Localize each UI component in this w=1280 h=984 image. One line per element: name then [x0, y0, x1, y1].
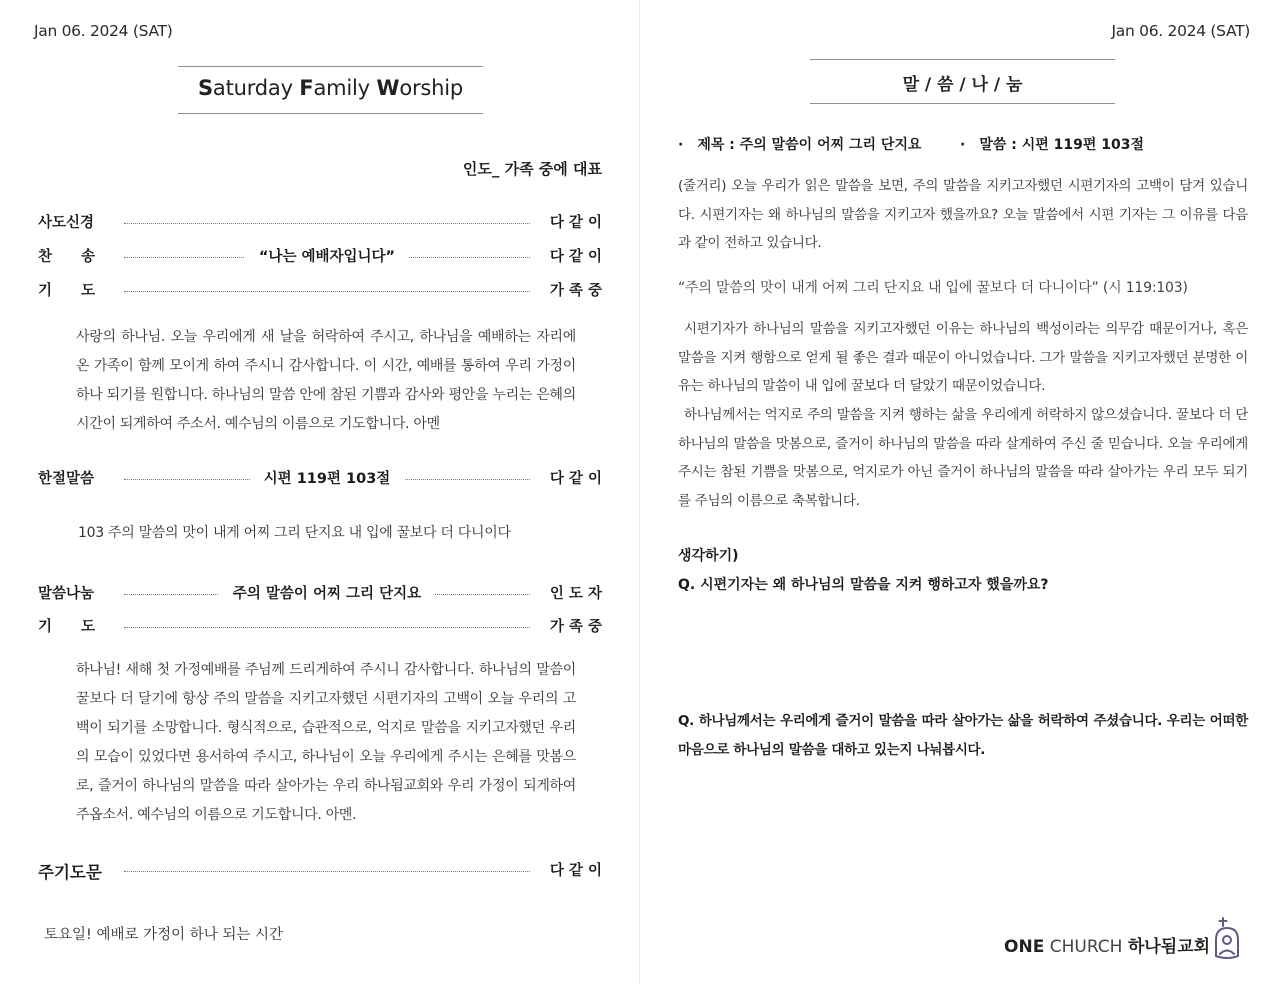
order-participant: 가 족 중 — [549, 619, 602, 635]
church-logo-icon — [1212, 916, 1242, 960]
leader-dots — [124, 627, 530, 628]
sermon-title: 주의 말씀이 어찌 그리 단지요 — [219, 586, 435, 602]
brand-church: CHURCH — [1044, 937, 1128, 957]
question-2: Q. 하나님께서는 우리에게 즐거이 말씀을 따라 살아가는 삶을 허락하여 주셨습니다. 우리는 어떠한 마음으로 하나님의 말씀을 대하고 있는지 나눠봅시다. — [678, 713, 1248, 758]
order-participant: 다 같 이 — [549, 471, 602, 487]
order-row-creed — [38, 211, 602, 233]
topic-title: · 제목 : 주의 말씀이 어찌 그리 단지요 — [678, 137, 922, 153]
body-paragraph-1: 시편기자가 하나님의 말씀을 지키고자했던 이유는 하나님의 백성이라는 의무감 때문이거나, 혹은 말씀을 지켜 행함으로 얻게 될 좋은 결과 때문이 아니었습니다. 그가 말씀을 지키고자했던 분명한 이유는 하나님의 말씀이 내 입에 꿀보다 더 달았기 때문이었습니다. — [678, 321, 1248, 394]
order-row-lords-prayer — [38, 859, 602, 881]
order-participant: 인 도 자 — [549, 586, 602, 602]
right-date: Jan 06. 2024 (SAT) — [1111, 22, 1250, 40]
order-label: 기 도 — [38, 619, 96, 635]
order-label: 말씀나눔 — [38, 586, 95, 602]
question-1: Q. 시편기자는 왜 하나님의 말씀을 지켜 행하고자 했을까요? — [678, 577, 1049, 593]
hymn-title: “나는 예배자입니다” — [245, 249, 409, 265]
verse-text: 103 주의 말씀의 맛이 내게 어찌 그리 단지요 내 입에 꿀보다 더 다니이다 — [78, 525, 511, 541]
verse-reference: 시편 119편 103절 — [250, 471, 405, 487]
think-label: 생각하기) — [678, 548, 739, 564]
worship-title: Saturday Family Worship — [178, 66, 483, 114]
leader-dots — [124, 223, 530, 224]
summary-text: (줄거리) 오늘 우리가 읽은 말씀을 보면, 주의 말씀을 지키고자했던 시편기자의 고백이 담겨 있습니다. 시편기자는 왜 하나님의 말씀을 지키고자 했을까요? 오늘 말씀에서 시편 기자는 그 이유를 다음과 같이 전하고 있습니다. — [678, 178, 1248, 251]
topic-scripture: · 말씀 : 시편 119편 103절 — [960, 137, 1145, 153]
order-row-prayer-2 — [38, 615, 602, 637]
leader-dots — [124, 871, 530, 872]
order-row-hymn — [38, 245, 602, 267]
order-label: 한절말씀 — [38, 471, 95, 487]
leader-dots — [124, 291, 530, 292]
order-participant: 다 같 이 — [549, 249, 602, 265]
scripture-quote: “주의 말씀의 맛이 내게 어찌 그리 단지요 내 입에 꿀보다 더 다니이다” (시 119:103) — [678, 280, 1188, 296]
body-paragraph-2: 하나님께서는 억지로 주의 말씀을 지켜 행하는 삶을 우리에게 허락하지 않으셨습니다. 꿀보다 더 단 하나님의 말씀을 맛봄으로, 즐거이 하나님의 말씀을 따라 살게하여 주신 줄 믿습니다. 오늘 우리에게 주시는 참된 기쁨을 맛봄으로, 억지로가 아닌 즐거이 하나님의 말씀을 따라 살아가는 우리 모두 되기를 주님의 이름으로 축복합니다. — [678, 407, 1248, 509]
right-page — [640, 0, 1280, 984]
footer-slogan: 토요일! 예배로 가정이 하나 되는 시간 — [44, 927, 283, 943]
order-label: 사도신경 — [38, 215, 95, 231]
order-row-sharing — [38, 582, 602, 604]
brand-korean: 하나됨교회 — [1127, 937, 1210, 957]
sharing-title: 말 / 씀 / 나 / 눔 — [810, 59, 1115, 104]
order-participant: 다 같 이 — [549, 863, 602, 879]
church-brand — [1004, 932, 1210, 957]
order-label: 기 도 — [38, 283, 96, 299]
left-date: Jan 06. 2024 (SAT) — [34, 22, 173, 40]
order-row-verse — [38, 467, 602, 489]
closing-prayer-text: 하나님! 새해 첫 가정예배를 주님께 드리게하여 주시니 감사합니다. 하나님의 말씀이 꿀보다 더 달기에 항상 주의 말씀을 지키고자했던 시편기자의 고백이 오늘 우리의 고백이 되기를 소망합니다. 형식적으로, 습관적으로, 억지로 말씀을 지키고자했던 우리의 모습이 있었다면 용서하여 주시고, 하나님이 오늘 우리에게 주시는 은혜를 맛봄으로, 즐거이 하나님의 말씀을 따라 살아가는 우리 하나됨교회와 우리 가정이 되게하여 주옵소서. 예수님의 이름으로 기도합니다. 아멘. — [76, 662, 576, 823]
brand-one: ONE — [1004, 937, 1045, 957]
order-label: 찬 송 — [38, 249, 96, 265]
order-participant: 다 같 이 — [549, 215, 602, 231]
order-row-prayer — [38, 279, 602, 301]
presider-line: 인도_ 가족 중에 대표 — [462, 160, 602, 178]
order-participant: 가 족 중 — [549, 283, 602, 299]
order-label: 주기도문 — [38, 863, 102, 882]
opening-prayer-text: 사랑의 하나님. 오늘 우리에게 새 날을 허락하여 주시고, 하나님을 예배하는 자리에 온 가족이 함께 모이게 하여 주시니 감사합니다. 이 시간, 예배를 통하여 우리 가정이 하나 되기를 원합니다. 하나님의 말씀 안에 참된 기쁨과 감사와 평안을 누리는 은혜의 시간이 되게하여 주소서. 예수님의 이름으로 기도합니다. 아멘 — [76, 329, 576, 432]
